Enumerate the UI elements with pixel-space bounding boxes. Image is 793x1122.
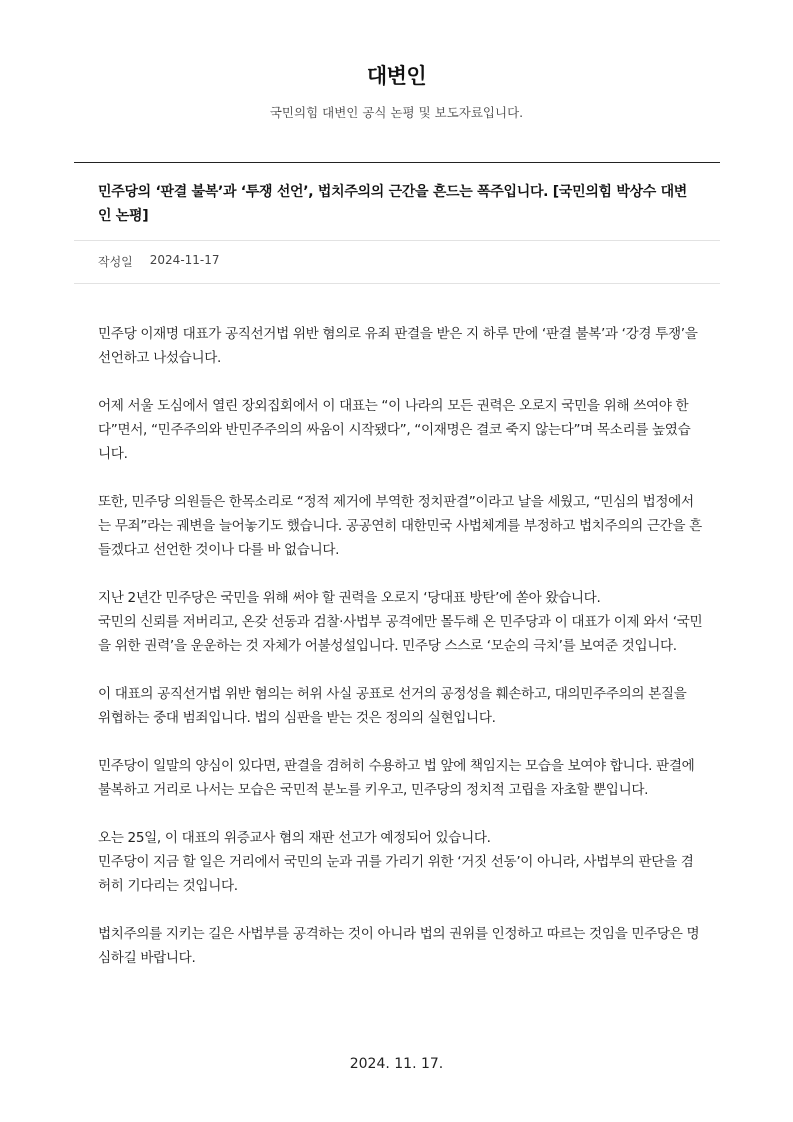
- post-title: 민주당의 ‘판결 불복’과 ‘투쟁 선언’, 법치주의의 근간을 흔드는 폭주입니다. [국민의힘 박상수 대변인 논평]: [98, 184, 688, 224]
- date-label: 작성일: [98, 255, 133, 269]
- date-value: 2024-11-17: [149, 253, 220, 267]
- site-subtitle: 국민의힘 대변인 공식 논평 및 보도자료입니다.: [269, 105, 524, 120]
- body-paragraph: 법치주의를 지키는 길은 사법부를 공격하는 것이 아니라 법의 권위를 인정하고 따르는 것임을 민주당은 명심하길 바랍니다.: [98, 926, 700, 966]
- body-paragraph: 민주당이 일말의 양심이 있다면, 판결을 겸허히 수용하고 법 앞에 책임지는 모습을 보여야 합니다. 판결에 불복하고 거리로 나서는 모습은 국민적 분노를 키우고, 민주당의 정치적 고립을 자초할 뿐입니다.: [98, 758, 695, 798]
- body-paragraph: 지난 2년간 민주당은 국민을 위해 써야 할 권력을 오로지 ‘당대표 방탄’에 쏟아 왔습니다. 국민의 신뢰를 저버리고, 온갖 선동과 검찰·사법부 공격에만 몰두해 온 민주당과 이 대표가 이제 와서 ‘국민을 위한 권력’을 운운하는 것 자체가 어불성설입니다. 민주당 스스로 ‘모순의 극치’를 보여준 것입니다.: [98, 590, 703, 654]
- body-paragraph: 이 대표의 공직선거법 위반 혐의는 허위 사실 공표로 선거의 공정성을 훼손하고, 대의민주주의의 본질을 위협하는 중대 범죄입니다. 법의 심판을 받는 것은 정의의 실현입니다.: [98, 686, 687, 726]
- body-paragraph: 오는 25일, 이 대표의 위증교사 혐의 재판 선고가 예정되어 있습니다. 민주당이 지금 할 일은 거리에서 국민의 눈과 귀를 가리기 위한 ‘거짓 선동’이 아니라, 사법부의 판단을 겸허히 기다리는 것입니다.: [98, 830, 694, 894]
- body-paragraph: 어제 서울 도심에서 열린 장외집회에서 이 대표는 “이 나라의 모든 권력은 오로지 국민을 위해 쓰여야 한다”면서, “민주주의와 반민주주의의 싸움이 시작됐다”, “이재명은 결코 죽지 않는다”며 목소리를 높였습니다.: [98, 398, 691, 462]
- post-meta: [98, 253, 220, 270]
- footer-date: 2024. 11. 17.: [349, 1056, 444, 1072]
- body-paragraph: 또한, 민주당 의원들은 한목소리로 “정적 제거에 부역한 정치판결”이라고 날을 세웠고, “민심의 법정에서는 무죄”라는 궤변을 늘어놓기도 했습니다. 공공연히 대한민국 사법체계를 부정하고 법치주의의 근간을 흔들겠다고 선언한 것이나 다를 바 없습니다.: [98, 494, 702, 558]
- meta-divider: [74, 283, 720, 284]
- body-paragraph: 민주당 이재명 대표가 공직선거법 위반 혐의로 유죄 판결을 받은 지 하루 만에 ‘판결 불복’과 ‘강경 투쟁’을 선언하고 나섰습니다.: [98, 326, 698, 366]
- title-divider: [74, 240, 720, 241]
- post-body: [98, 322, 703, 994]
- site-title: 대변인: [366, 64, 427, 88]
- header-divider: [74, 162, 720, 163]
